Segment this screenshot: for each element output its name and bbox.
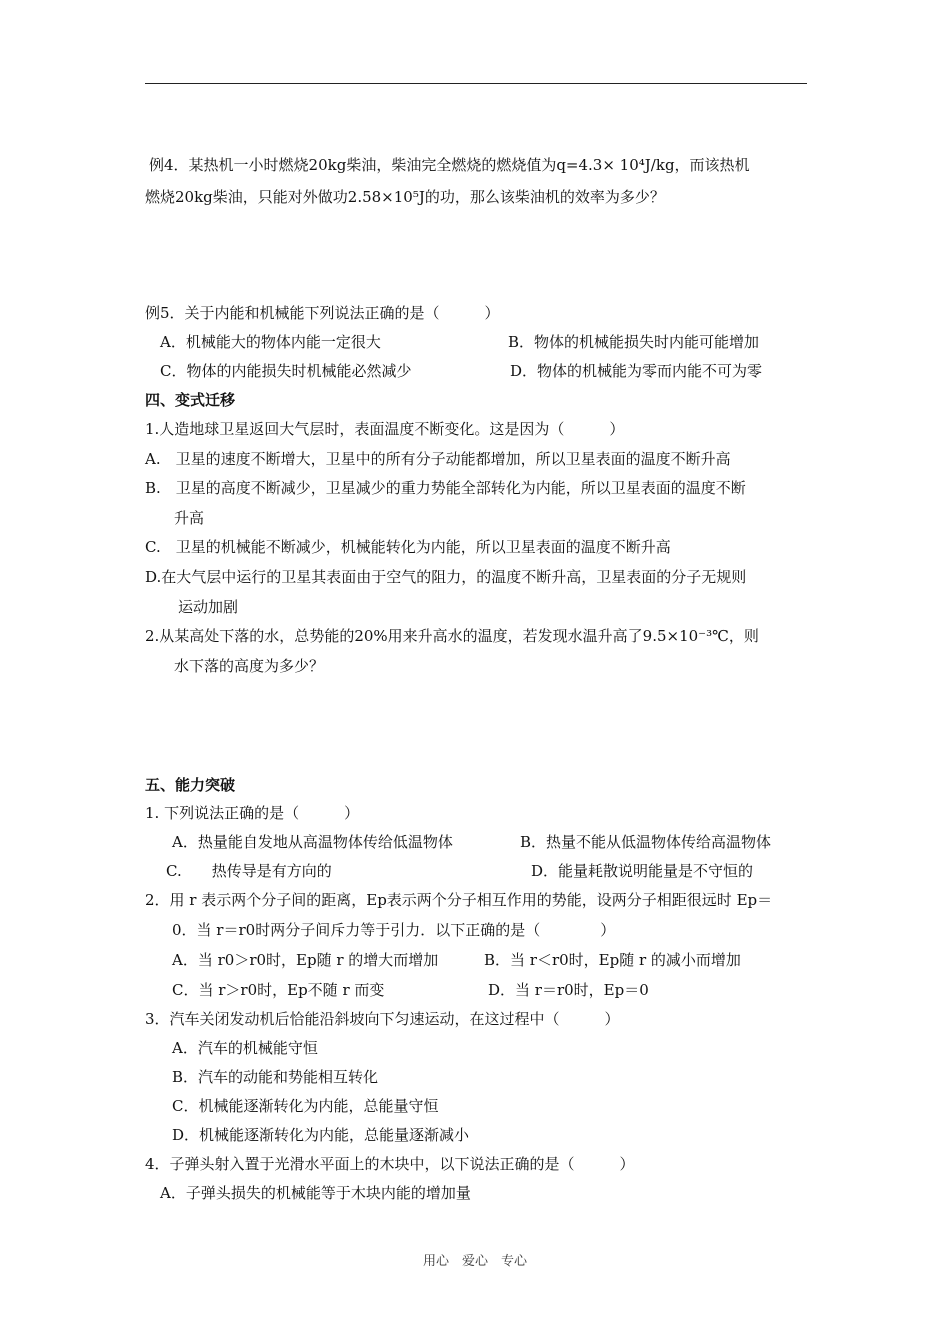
s4-q2-line2: 水下落的高度为多少？ — [174, 657, 325, 675]
s5-q3-option-d: D．机械能逐渐转化为内能，总能量逐渐减小 — [172, 1126, 470, 1144]
example5-option-a: A．机械能大的物体内能一定很大 — [160, 333, 381, 351]
s5-q3-option-a: A．汽车的机械能守恒 — [172, 1039, 318, 1057]
s4-q1-option-d-line1: D.在大气层中运行的卫星其表面由于空气的阻力，的温度不断升高，卫星表面的分子无规则 — [145, 568, 747, 586]
s4-q1-option-d-line2: 运动加剧 — [178, 598, 239, 616]
example4-line2: 燃烧20kg柴油，只能对外做功2.58×10⁵J的功，那么该柴油机的效率为多少？ — [145, 188, 665, 206]
s5-q3-option-c: C．机械能逐渐转化为内能，总能量守恒 — [172, 1097, 439, 1115]
s5-q4-option-a: A．子弹头损失的机械能等于木块内能的增加量 — [160, 1184, 471, 1202]
s5-q1-option-d: D．能量耗散说明能量是不守恒的 — [531, 862, 754, 880]
example4-line1: 例4．某热机一小时燃烧20kg柴油，柴油完全燃烧的燃烧值为q=4.3× 10⁴J/kg，而该热机 — [149, 156, 750, 174]
s5-q1-option-b: B．热量不能从低温物体传给高温物体 — [520, 833, 772, 851]
s5-q2-line1: 2．用 r 表示两个分子间的距离，Ep表示两个分子相互作用的势能，设两分子相距很远时 Ep＝ — [145, 891, 773, 909]
s5-q2-option-b: B．当 r＜r0时，Ep随 r 的减小而增加 — [484, 951, 741, 969]
s5-q1-option-a: A．热量能自发地从高温物体传给低温物体 — [172, 833, 453, 851]
s5-q3-stem: 3．汽车关闭发动机后恰能沿斜坡向下匀速运动，在这过程中（ ） — [145, 1010, 620, 1028]
s4-q1-option-b-line2: 升高 — [174, 509, 205, 527]
s4-q1-option-c: C. 卫星的机械能不断减少，机械能转化为内能，所以卫星表面的温度不断升高 — [145, 538, 671, 556]
s4-q1-option-b-line1: B. 卫星的高度不断减少，卫星减少的重力势能全部转化为内能，所以卫星表面的温度不断 — [145, 479, 746, 497]
example5-stem: 例5．关于内能和机械能下列说法正确的是（ ） — [145, 304, 500, 322]
section5-heading: 五、能力突破 — [145, 776, 236, 794]
s5-q4-stem: 4．子弹头射入置于光滑水平面上的木块中，以下说法正确的是（ ） — [145, 1155, 635, 1173]
example5-option-b: B．物体的机械能损失时内能可能增加 — [508, 333, 760, 351]
example5-option-d: D．物体的机械能为零而内能不可为零 — [510, 362, 763, 380]
s5-q3-option-b: B．汽车的动能和势能相互转化 — [172, 1068, 379, 1086]
s5-q2-line2: 0．当 r＝r0时两分子间斥力等于引力．以下正确的是（ ） — [172, 921, 616, 939]
section4-heading: 四、变式迁移 — [145, 391, 236, 409]
s5-q2-option-a: A．当 r0＞r0时，Ep随 r 的增大而增加 — [172, 951, 439, 969]
s5-q2-option-c: C．当 r＞r0时，Ep不随 r 而变 — [172, 981, 385, 999]
s4-q2-line1: 2.从某高处下落的水，总势能的20%用来升高水的温度，若发现水温升高了9.5×10⁻³℃，则 — [145, 627, 759, 645]
s5-q2-option-d: D．当 r＝r0时，Ep＝0 — [488, 981, 649, 999]
header-rule — [145, 83, 807, 84]
s5-q1-option-c: C. 热传导是有方向的 — [166, 862, 332, 880]
page-footer: 用心 爱心 专心 — [422, 1254, 527, 1269]
s4-q1-option-a: A. 卫星的速度不断增大，卫星中的所有分子动能都增加，所以卫星表面的温度不断升高 — [145, 450, 731, 468]
example5-option-c: C．物体的内能损失时机械能必然减少 — [160, 362, 412, 380]
s5-q1-stem: 1. 下列说法正确的是（ ） — [145, 804, 360, 822]
s4-q1-stem: 1.人造地球卫星返回大气层时，表面温度不断变化。这是因为（ ） — [145, 420, 625, 438]
